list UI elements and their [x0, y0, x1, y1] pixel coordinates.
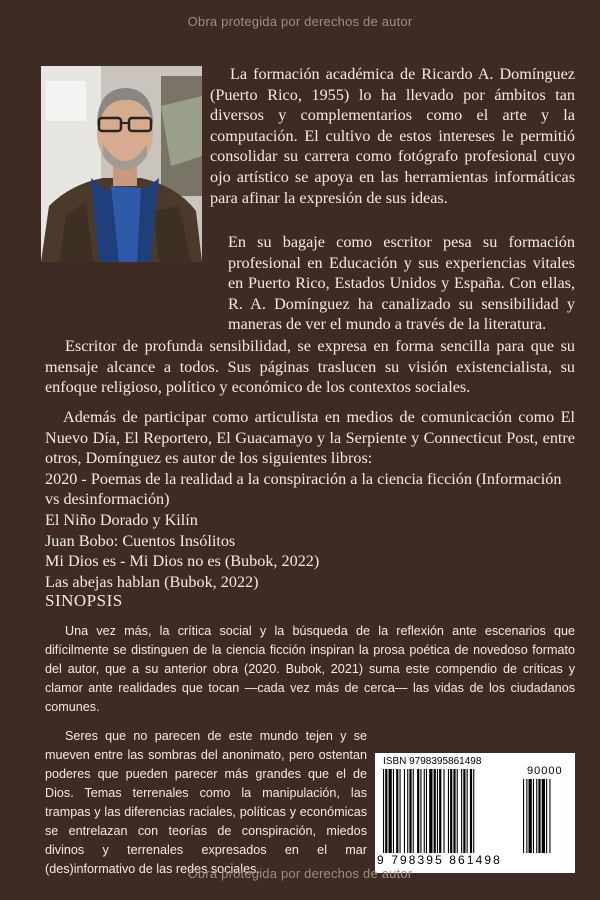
synopsis-paragraph-2: Seres que no parecen de este mundo tejen y se mueven entre las sombras del anonimato, pero ostentan poderes que pueden parecer más grandes que el de Dios. Temas terrenales como la manipulación, las trampas y las diferencias raciales, políticas y económicas se entrelazan con teorías de conspiración, miedos divinos y terrenales expresados en el mar (des)informativo de las redes sociales.: [45, 729, 367, 876]
bio-paragraph-1: La formación académica de Ricardo A. Domínguez (Puerto Rico, 1955) lo ha llevado por ámbitos tan diversos y complementarios como el arte y la computación. El cultivo de estos intereses le permitió consolidar su carrera como fotógrafo profesional cuyo ojo artístico se apoya en las herramientas informáticas para afinar la expresión de sus ideas.: [210, 65, 575, 207]
book-item: 2020 - Poemas de la realidad a la conspiración a la ciencia ficción (Información vs desinformación): [45, 469, 562, 509]
price-code: 90000: [527, 765, 563, 777]
book-item: El Niño Dorado y Kilín: [45, 510, 198, 529]
books-section: [45, 407, 575, 592]
book-item: Juan Bobo: Cuentos Insólitos: [45, 531, 236, 550]
watermark-bottom: Obra protegida por derechos de autor: [187, 866, 413, 881]
isbn-digits: 9 798395 861498: [377, 853, 502, 867]
bio-paragraph-3: Escritor de profunda sensibilidad, se expresa en forma sencilla para que su mensaje alcance a todos. Sus páginas traslucen su visión existencialista, su enfoque religioso, político y económico de los contextos sociales.: [45, 337, 575, 397]
bio-paragraph-2: [45, 232, 575, 335]
bio-paragraph-4: Además de participar como articulista en medios de comunicación como El Nuevo Día, El Reportero, El Guacamayo y la Serpiente y Connecticut Post, entre otros, Domínguez es autor de los siguientes libros:: [45, 408, 575, 468]
bio-paragraph-2-text: En su bagaje como escritor pesa su formación profesional en Educación y sus experiencias vitales en Puerto Rico, Estados Unidos y España. Con ellas, R. A. Domínguez ha canalizado su sensibilidad y maneras de ver el mundo a través de la literatura.: [228, 233, 575, 334]
barcode-bars: [383, 769, 567, 855]
book-item: Mi Dios es - Mi Dios no es (Bubok, 2022): [45, 552, 320, 571]
synopsis-paragraph-1: Una vez más, la crítica social y la búsqueda de la reflexión ante escenarios que difícilmente se distinguen de la ciencia ficción inspiran la prosa poética de novedoso formato del autor, que a su anterior obra (2020. Bubok, 2021) suma este compendio de críticas y clamor ante realidades que tocan —cada vez más de cerca— las vidas de los ciudadanos comunes.: [45, 624, 575, 714]
isbn-label: ISBN 9798395861498: [383, 756, 482, 767]
synopsis-title: SINOPSIS: [45, 591, 123, 610]
watermark-top: Obra protegida por derechos de autor: [187, 14, 413, 29]
book-item: Las abejas hablan (Bubok, 2022): [45, 572, 259, 591]
isbn-barcode: [375, 753, 575, 873]
